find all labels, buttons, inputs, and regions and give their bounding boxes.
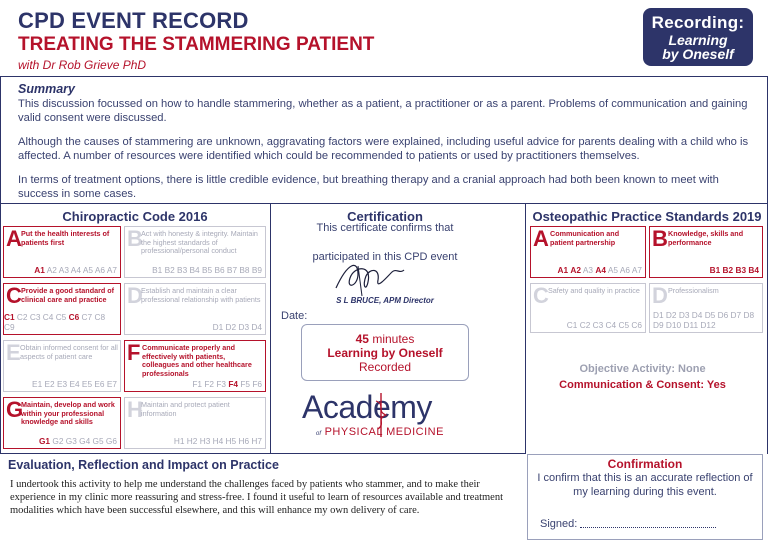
standard-code: H3 [199, 436, 211, 446]
badge-line-2: Learning [668, 32, 728, 48]
standard-code: H2 [186, 436, 198, 446]
standard-code: F1 [192, 379, 202, 389]
divider [0, 453, 526, 454]
standard-code: D8 [743, 310, 755, 320]
minutes-unit: minutes [372, 332, 415, 346]
standard-code: C5 [618, 320, 630, 330]
chiro-standard-b [124, 226, 266, 278]
page-title: CPD EVENT RECORD [18, 8, 249, 33]
certification-text: This certificate confirms that [316, 222, 454, 234]
standard-code: D1 [212, 322, 224, 332]
standard-code: H4 [212, 436, 224, 446]
standard-code: G1 [38, 436, 51, 446]
standard-code: A4 [70, 265, 81, 275]
summary-paragraph: Although the causes of stammering are unknown, aggravating factors were explained, including useful advice for parents dealing with a child who is affected. A number of resources were identified which could be recommended to patients or used by practitioners themselves. [18, 136, 749, 162]
standard-code: A6 [94, 265, 105, 275]
standard-code: D3 [678, 310, 690, 320]
standard-code: E3 [56, 379, 68, 389]
standard-codes [152, 265, 262, 275]
standard-code: D1 [653, 310, 664, 320]
recording-badge [643, 8, 753, 66]
standard-codes [213, 322, 262, 332]
standard-code: D4 [691, 310, 703, 320]
standard-letter: B [127, 226, 143, 251]
record-status: Recorded [358, 360, 412, 374]
standard-code: E7 [106, 379, 117, 389]
standard-description: Safety and quality in practice [548, 286, 640, 295]
standard-code: G5 [92, 436, 104, 446]
standard-codes [32, 379, 117, 389]
standard-code: E2 [44, 379, 55, 389]
summary-section [18, 82, 758, 211]
standard-code: C3 [29, 312, 41, 322]
standard-code: A6 [619, 265, 630, 275]
evaluation-text: I undertook this activity to help me understand the challenges faced by patients who stammer, and to make their experience in my clinic more reassuring and stress-free. I found it useful to learn of resources available and treatment modalities which have been successful elsewhere, and this will enhance my own delivery of care. [10, 479, 504, 516]
standard-letter: E [6, 340, 21, 365]
standard-code: C7 [81, 312, 93, 322]
standard-code: A5 [607, 265, 618, 275]
standard-code: A2 [570, 265, 582, 275]
divider [525, 203, 526, 453]
standard-letter: F [127, 340, 141, 365]
standard-codes [4, 312, 117, 332]
minutes-value: 45 [355, 332, 369, 346]
director-signature [328, 256, 420, 298]
standard-description: Provide a good standard of clinical care and practice [21, 286, 115, 304]
standard-codes [653, 310, 765, 330]
standard-description: Maintain, develop and work within your professional knowledge and skills [21, 400, 115, 427]
communication-consent: Communication & Consent: Yes [559, 379, 726, 391]
standard-code: G3 [65, 436, 77, 446]
standard-code: G2 [52, 436, 64, 446]
objective-activity: Objective Activity: None [579, 363, 706, 375]
confirmation-title: Confirmation [607, 457, 683, 471]
chiro-standard-c [3, 283, 121, 335]
standard-code: D7 [730, 310, 742, 320]
chiro-standard-e [3, 340, 121, 392]
standard-letter: D [652, 283, 668, 308]
standard-code: A3 [582, 265, 594, 275]
standard-code: A7 [631, 265, 642, 275]
standard-code: D12 [700, 320, 716, 330]
standard-code: D3 [238, 322, 250, 332]
event-author: with Dr Rob Grieve PhD [18, 58, 147, 72]
standard-codes [174, 436, 262, 446]
logo-word: Academy [302, 389, 432, 425]
standard-code: D5 [704, 310, 716, 320]
standard-letter: D [127, 283, 143, 308]
standard-code: A2 [46, 265, 57, 275]
standard-letter: G [6, 397, 24, 422]
chiro-standard-a [3, 226, 121, 278]
summary-paragraph: In terms of treatment options, there is little credible evidence, but breathing therapy and a cranial approach had both been known to meet with success in some cases. [18, 174, 719, 200]
standard-letter: A [6, 226, 22, 251]
divider [0, 76, 768, 77]
standard-code: C4 [42, 312, 54, 322]
standard-description: Knowledge, skills and performance [668, 229, 744, 247]
standard-letter: A [533, 226, 549, 251]
osteo-standard-c [530, 283, 646, 333]
standard-code: B3 [177, 265, 188, 275]
standard-codes [39, 436, 117, 446]
standard-code: C9 [4, 322, 15, 332]
standard-code: B3 [735, 265, 747, 275]
standard-code: C6 [631, 320, 642, 330]
standard-letter: C [6, 283, 22, 308]
certification-text: participated in this CPD event [312, 251, 458, 263]
standard-code: H5 [225, 436, 237, 446]
standard-code: A7 [106, 265, 117, 275]
standard-code: D4 [251, 322, 262, 332]
standard-code: H6 [238, 436, 250, 446]
osteo-standard-d [649, 283, 763, 333]
chiro-standard-g [3, 397, 121, 449]
academy-logo [302, 391, 470, 441]
chiropractic-code-title: Chiropractic Code 2016 [62, 209, 208, 224]
badge-label: Recording: [651, 13, 745, 32]
standard-codes [192, 379, 262, 389]
badge-line-3: by Oneself [662, 46, 734, 62]
standard-code: F5 [240, 379, 250, 389]
standard-code: C1 [4, 312, 15, 322]
chiro-standard-h [124, 397, 266, 449]
osteo-standard-b [649, 226, 763, 278]
standard-description: Obtain informed consent for all aspects of patient care [20, 343, 118, 361]
osteopathic-standards-title: Osteopathic Practice Standards 2019 [532, 209, 762, 224]
standard-code: H7 [251, 436, 262, 446]
standard-code: H1 [173, 436, 185, 446]
standard-code: G4 [79, 436, 91, 446]
standard-code: C2 [16, 312, 28, 322]
standard-code: G6 [105, 436, 117, 446]
standard-code: B2 [164, 265, 175, 275]
signed-label: Signed: [540, 518, 578, 530]
standard-code: B6 [214, 265, 225, 275]
standard-code: D2 [665, 310, 677, 320]
learning-summary-box [301, 324, 469, 381]
signature-line[interactable] [580, 527, 716, 528]
standard-code: F6 [252, 379, 262, 389]
standard-code: B1 [152, 265, 163, 275]
standard-code: C2 [579, 320, 591, 330]
standard-code: D9 [653, 320, 664, 330]
standard-description: Put the health interests of patients first [21, 229, 110, 247]
summary-paragraph: This discussion focussed on how to handle stammering, whether as a patient, a practitioner or as a parent. Problems of communication and gaining valid consent were discussed. [18, 98, 748, 124]
standard-code: F3 [216, 379, 226, 389]
standard-code: B2 [722, 265, 734, 275]
standard-code: A3 [58, 265, 69, 275]
standard-code: D6 [717, 310, 729, 320]
standard-code: C1 [566, 320, 578, 330]
standard-codes [710, 265, 759, 275]
standard-code: E4 [69, 379, 80, 389]
standard-code: F4 [228, 379, 238, 389]
standard-codes [557, 265, 642, 275]
evaluation-title: Evaluation, Reflection and Impact on Practice [8, 458, 279, 472]
osteo-standard-a [530, 226, 646, 278]
standard-code: B8 [239, 265, 250, 275]
standard-code: D10 [665, 320, 682, 330]
standard-code: A4 [595, 265, 606, 275]
standard-description: Communicate properly and effectively with patients, colleagues and other healthcare professionals [142, 343, 252, 378]
standard-code: D11 [683, 320, 699, 330]
event-title: TREATING THE STAMMERING PATIENT [18, 34, 375, 55]
standard-description: Act with honesty & integrity. Maintain the highest standards of professional/personal conduct [141, 229, 258, 256]
standard-letter: H [127, 397, 143, 422]
standard-code: A1 [557, 265, 569, 275]
activity-type: Learning by Oneself [327, 346, 443, 360]
standard-letter: B [652, 226, 668, 251]
standard-code: C4 [605, 320, 617, 330]
standard-code: E6 [94, 379, 105, 389]
standard-code: B5 [201, 265, 213, 275]
standard-code: A1 [34, 265, 45, 275]
standard-code: D2 [225, 322, 237, 332]
standard-code: C8 [94, 312, 106, 322]
summary-heading: Summary [18, 82, 75, 96]
standard-code: C3 [592, 320, 604, 330]
standard-letter: C [533, 283, 549, 308]
standard-code: B7 [226, 265, 238, 275]
standard-codes [567, 320, 642, 330]
standard-code: C6 [68, 312, 80, 322]
confirmation-text: I confirm that this is an accurate reflection of my learning during this event. [537, 472, 753, 498]
standard-description: Communication and patient partnership [550, 229, 620, 247]
standard-code: F2 [204, 379, 214, 389]
standard-description: Maintain and protect patient information [141, 400, 230, 418]
certification-title: Certification [347, 209, 423, 224]
chiro-standard-d [124, 283, 266, 335]
standard-code: B1 [709, 265, 721, 275]
standard-code: E5 [81, 379, 93, 389]
standard-codes [34, 265, 117, 275]
standard-code: B9 [251, 265, 262, 275]
standard-code: C5 [55, 312, 67, 322]
standard-description: Professionalism [668, 286, 719, 295]
standard-code: B4 [189, 265, 200, 275]
director-name: S L BRUCE, APM Director [336, 296, 434, 305]
standard-description: Establish and maintain a clear professional relationship with patients [141, 286, 261, 304]
standard-code: E1 [32, 379, 43, 389]
standard-code: B4 [748, 265, 759, 275]
date-label: Date: [281, 310, 308, 322]
divider [0, 76, 1, 454]
logo-of: of [316, 431, 322, 437]
logo-subtitle: PHYSICAL MEDICINE [324, 426, 444, 438]
chiro-standard-f [124, 340, 266, 392]
standard-code: A5 [82, 265, 93, 275]
divider [270, 203, 271, 453]
